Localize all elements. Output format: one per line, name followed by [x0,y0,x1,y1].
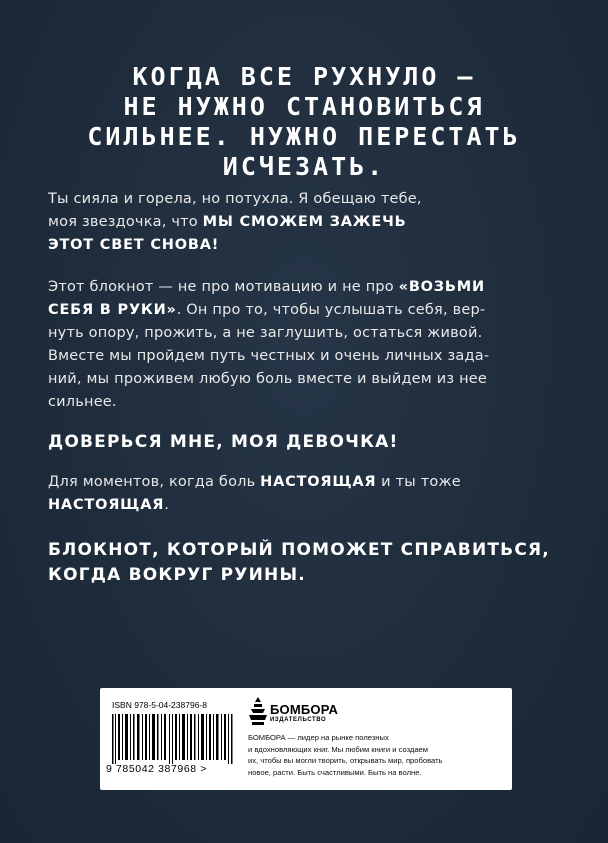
description-line [48,299,568,322]
headline-line: ИСЧЕЗАТЬ. [222,152,386,181]
intro-emphasis: МЫ СМОЖЕМ ЗАЖЕЧЬ [202,214,407,230]
intro-text: моя звездочка, что [48,214,203,230]
blurb-line: и вдохновляющих книг. Мы любим книги и создаем [248,744,429,754]
moments-text: . [164,497,170,513]
closing-line: БЛОКНОТ, КОТОРЫЙ ПОМОЖЕТ СПРАВИТЬСЯ, [48,540,550,560]
headline-line: СИЛЬНЕЕ. НУЖНО ПЕРЕСТАТЬ [87,122,521,151]
blurb-line: их, чтобы вы могли творить, открывать мир, пробовать [248,756,443,765]
description-emphasis: СЕБЯ В РУКИ» [48,302,177,318]
trust-text: ДОВЕРЬСЯ МНЕ, МОЯ ДЕВОЧКА! [48,432,399,452]
intro-paragraph [48,188,568,257]
headline-line: НЕ НУЖНО СТАНОВИТЬСЯ [123,92,485,121]
moments-text: и ты тоже [376,474,461,490]
intro-line: Ты сияла и горела, но потухла. Я обещаю тебе, [48,191,422,207]
barcode-icon [112,714,235,764]
headline [0,62,608,182]
moments-emphasis: НАСТОЯЩАЯ [48,497,165,513]
publisher-blurb [248,732,508,778]
description-line: Вместе мы пройдем путь честных и очень личных зада- [48,348,490,364]
blurb-line: новое, расти. Быть счастливыми. Быть на волне. [248,767,422,777]
moments-text: Для моментов, когда боль [48,474,261,490]
description-paragraph [48,276,568,414]
closing-statement [48,538,568,588]
closing-line: КОГДА ВОКРУГ РУИНЫ. [48,565,306,585]
description-text: . Он про то, чтобы услышать себя, вер- [176,302,486,318]
intro-line [48,234,568,257]
publisher-name: БОМБОРА [270,702,339,717]
headline-line: КОГДА ВСЕ РУХНУЛО — [132,62,476,91]
description-line: сильнее. [48,394,117,410]
barcode-digits: 9 785042 387968 > [106,763,207,775]
blurb-line: БОМБОРА — лидер на рынке полезных [248,733,389,742]
description-line: нуть опору, прожить, а не заглушить, остаться живой. [48,325,483,341]
description-emphasis: «ВОЗЬМИ [398,279,485,295]
bombora-logo-icon [248,696,268,726]
description-line [48,276,568,299]
back-cover-panel [100,688,512,790]
moments-line [48,494,568,517]
moments-paragraph [48,471,568,517]
trust-line [48,430,568,455]
publisher-subtitle: ИЗДАТЕЛЬСТВО [270,717,327,723]
isbn-label: ISBN 978-5-04-238796-8 [112,700,207,710]
moments-emphasis: НАСТОЯЩАЯ [260,474,377,490]
description-text: Этот блокнот — не про мотивацию и не про [48,279,399,295]
moments-line [48,471,568,494]
intro-line [48,211,568,234]
intro-emphasis: ЭТОТ СВЕТ СНОВА! [48,237,220,253]
description-line: ний, мы проживем любую боль вместе и выйдем из нее [48,371,488,387]
